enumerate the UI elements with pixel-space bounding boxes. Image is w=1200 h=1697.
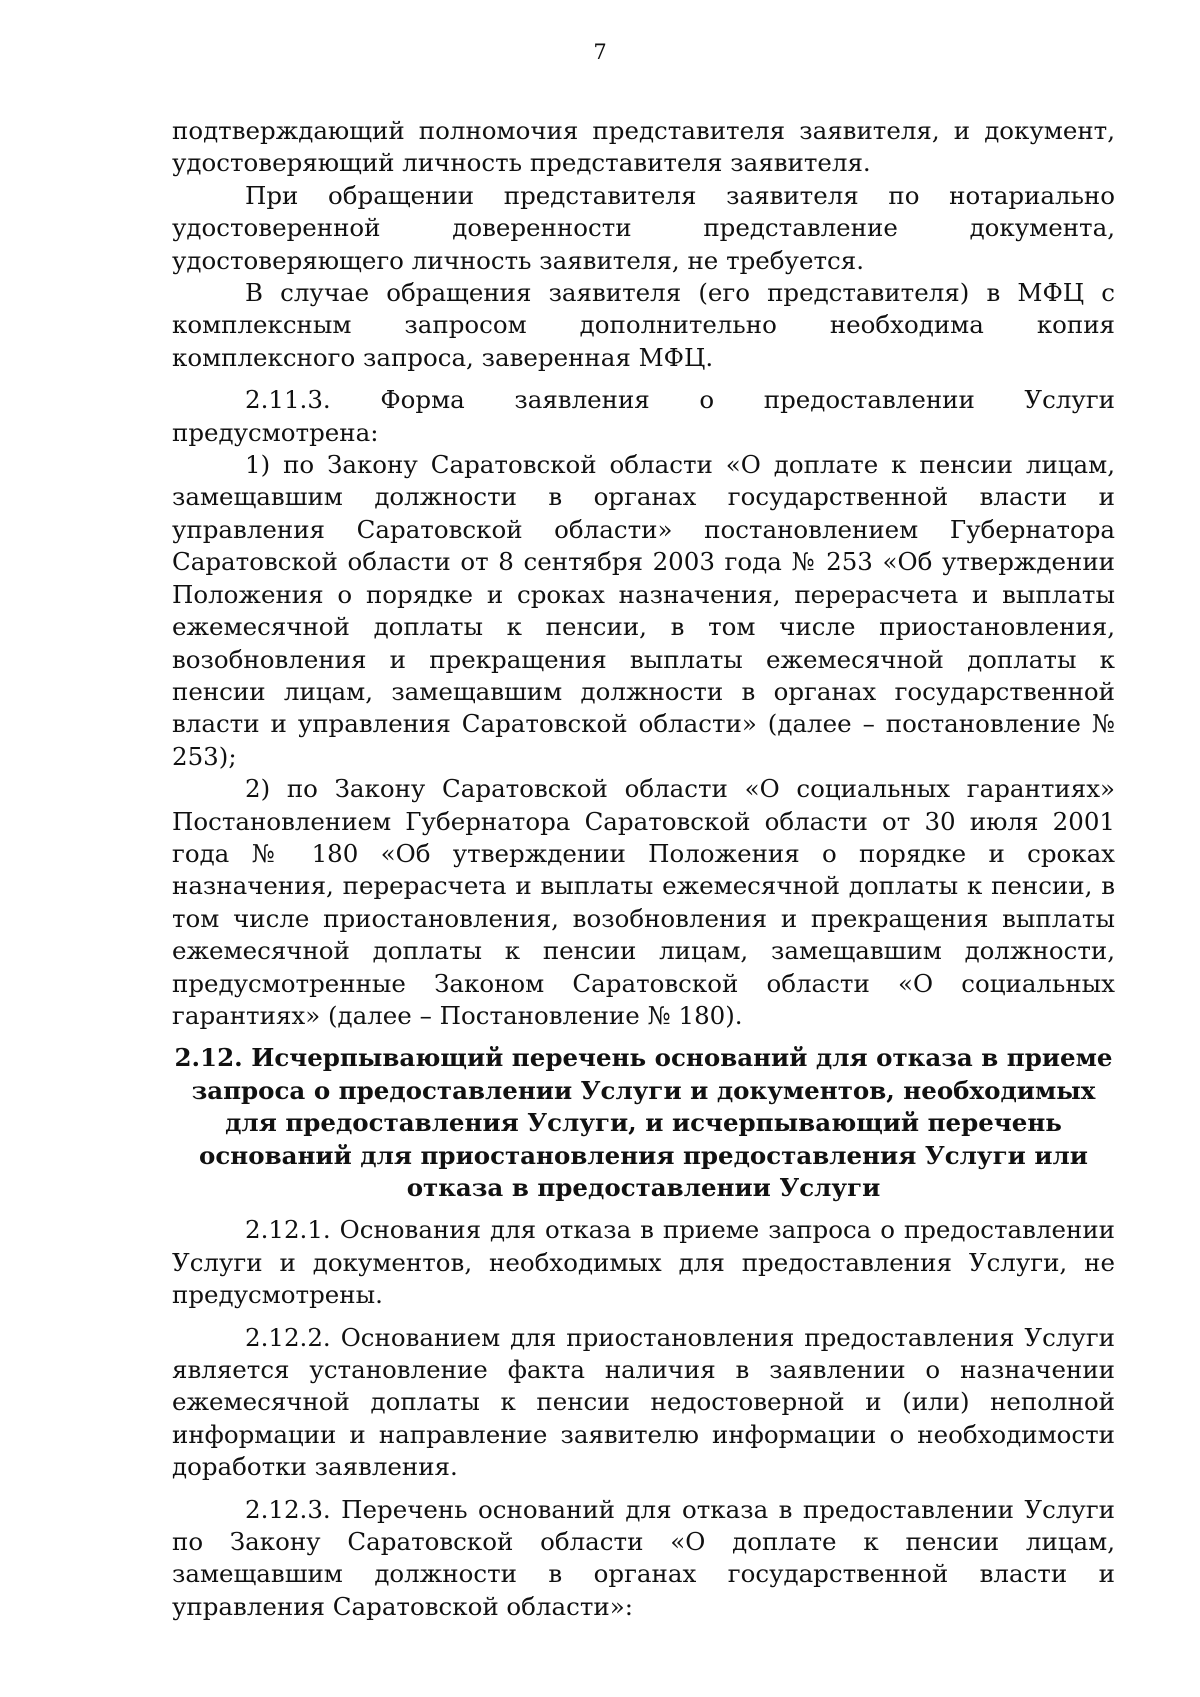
paragraph-representative-authority: подтверждающий полномочия представителя заявителя, и документ, удостоверяющий личность представителя заявителя. [172, 116, 1115, 178]
paragraph-mfc-request: В случае обращения заявителя (его представителя) в МФЦ с комплексным запросом дополнительно необходима копия комплексного запроса, заверенная МФЦ. [172, 278, 1115, 372]
page-number: 7 [593, 40, 607, 64]
paragraph-2-11-3: 2.11.3. Форма заявления о предоставлении Услуги предусмотрена: [172, 385, 1115, 447]
document-body [172, 115, 1115, 1623]
paragraph-2-12-1: 2.12.1. Основания для отказа в приеме запроса о предоставлении Услуги и документов, необходимых для предоставления Услуги, не предусмотрены. [172, 1215, 1115, 1310]
paragraph-item-1: 1) по Закону Саратовской области «О доплате к пенсии лицам, замещавшим должности в органах государственной власти и управления Саратовской области» постановлением Губернатора Саратовской области от 8 сентября 2003 года № 253 «Об утверждении Положения о порядке и сроках назначения, перерасчета и выплаты ежемесячной доплаты к пенсии, в том числе приостановления, возобновления и прекращения выплаты ежемесячной доплаты к пенсии лицам, замещавшим должности в органах государственной власти и управления Саратовской области» (далее – постановление № 253); [172, 450, 1115, 771]
paragraph-2-12-2: 2.12.2. Основанием для приостановления предоставления Услуги является установление факта наличия в заявлении о назначении ежемесячной доплаты к пенсии недостоверной и (или) неполной информации и направление заявителю информации о необходимости доработки заявления. [172, 1322, 1115, 1482]
paragraph-item-2: 2) по Закону Саратовской области «О социальных гарантиях» Постановлением Губернатора Саратовской области от 30 июля 2001 года № 180 «Об утверждении Положения о порядке и сроках назначения, перерасчета и выплаты ежемесячной доплаты к пенсии, в том числе приостановления, возобновления и прекращения выплаты ежемесячной доплаты к пенсии лицам, замещавшим должности, предусмотренные Законом Саратовской области «О социальных гарантиях» (далее – Постановление № 180). [172, 774, 1115, 1030]
paragraph-2-12-3: 2.12.3. Перечень оснований для отказа в предоставлении Услуги по Закону Саратовской области «О доплате к пенсии лицам, замещавшим должности в органах государственной власти и управления Саратовской области»: [172, 1494, 1115, 1621]
paragraph-notarized-power: При обращении представителя заявителя по нотариально удостоверенной доверенности представление документа, удостоверяющего личность заявителя, не требуется. [172, 180, 1115, 275]
section-heading-2-12: 2.12. Исчерпывающий перечень оснований для отказа в приеме запроса о предоставлении Услуги и документов, необходимых для предоставления Услуги, и исчерпывающий перечень оснований для приостановления предоставления Услуги или отказа в предоставлении Услуги [174, 1043, 1113, 1202]
